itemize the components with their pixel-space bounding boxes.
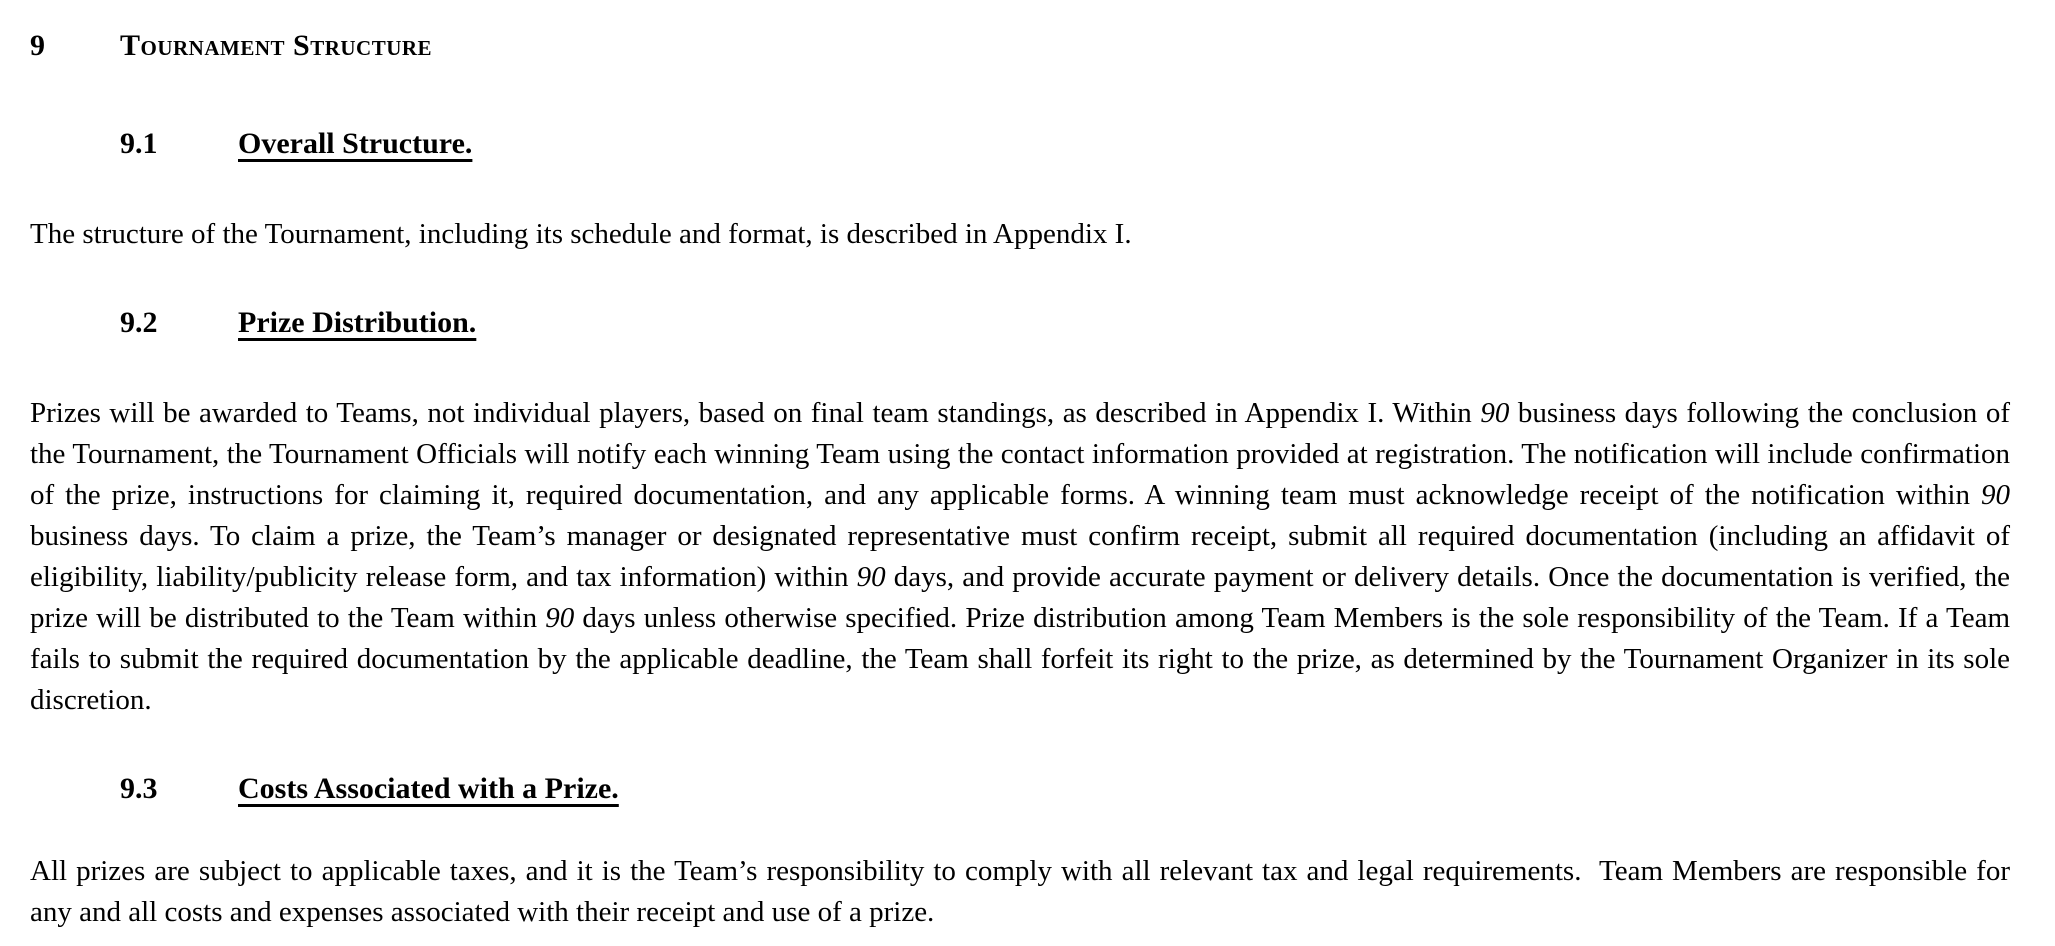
paragraph-costs-associated: All prizes are subject to applicable taxes, and it is the Team’s responsibility to comply with all relevant tax and legal requirements. Team Members are responsible for any and all costs and expenses associated with their receipt and use of a prize. (30, 855, 2010, 928)
subsection-title: Prize Distribution. (238, 306, 477, 339)
subsection-number: 9.1 (120, 127, 158, 160)
subsection-number: 9.2 (120, 306, 158, 339)
subsection-heading-prize-distribution (120, 304, 2010, 342)
section-number: 9 (30, 29, 45, 62)
subsection-title: Overall Structure. (238, 127, 473, 160)
subsection-heading-overall-structure (120, 125, 2010, 163)
subsection-number: 9.3 (120, 772, 158, 805)
paragraph-overall-structure: The structure of the Tournament, including its schedule and format, is described in Appendix I. (30, 218, 1132, 250)
section-heading (30, 27, 2010, 65)
section-title: Tournament Structure (120, 29, 433, 62)
paragraph-prize-distribution: Prizes will be awarded to Teams, not individual players, based on final team standings, as described in Appendix I. Within 90 business days following the conclusion of the Tournament, the Tournament Officials will notify each winning Team using the contact information provided at registration. The notification will include confirmation of the prize, instructions for claiming it, required documentation, and any applicable forms. A winning team must acknowledge receipt of the notification within 90 business days. To claim a prize, the Team’s manager or designated representative must confirm receipt, submit all required documentation (including an affidavit of eligibility, liability/publicity release form, and tax information) within 90 days, and provide accurate payment or delivery details. Once the documentation is verified, the prize will be distributed to the Team within 90 days unless otherwise specified. Prize distribution among Team Members is the sole responsibility of the Team. If a Team fails to submit the required documentation by the applicable deadline, the Team shall forfeit its right to the prize, as determined by the Tournament Organizer in its sole discretion. (30, 397, 2011, 716)
subsection-heading-costs-associated (120, 770, 2010, 808)
subsection-title: Costs Associated with a Prize. (238, 772, 619, 805)
